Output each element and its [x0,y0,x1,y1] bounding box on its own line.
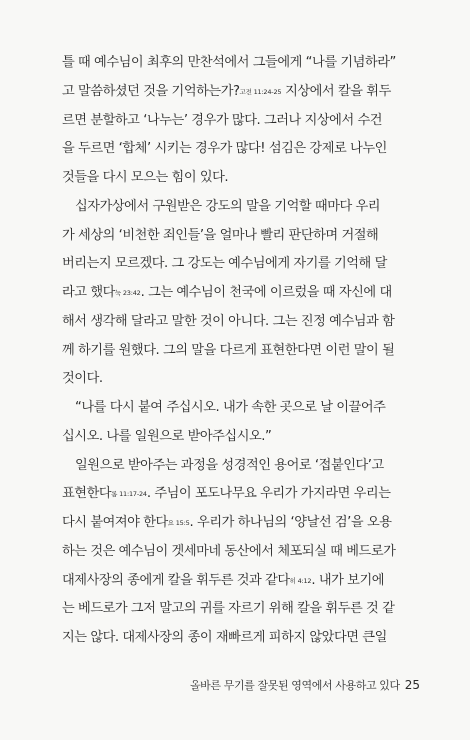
text-line: 십자가상에서 구원받은 강도의 말을 기억할 때마다 우리 [75,198,381,214]
text-line: 라고 했다눅 23:42. 그는 예수님이 천국에 이르렀을 때 자신에 대 [62,285,392,300]
text-line: “나를 다시 붙여 주십시오. 내가 속한 곳으로 날 이끌어주 [75,400,386,415]
page-body [62,49,420,653]
text-line: 께 하기를 원했다. 그의 말을 다르게 표현한다면 이런 말이 될 [62,342,395,358]
page-number: 25 [404,678,420,692]
text-line: 버리는지 모르겠다. 그 강도는 예수님에게 자기를 기억해 달 [62,256,387,272]
text-line: 지는 않다. 대제사장의 종이 재빠르게 피하지 않았다면 큰일 [62,630,387,645]
text-line: 해서 생각해 달라고 말한 것이 아니다. 그는 진정 예수님과 함 [62,313,395,329]
scripture-reference: 눅 23:42 [114,289,141,297]
text-line: 대제사장의 종에게 칼을 휘두른 것과 같다히 4:12. 내가 보기에 [62,572,385,588]
scripture-reference: 요 15:5 [167,519,190,527]
text-line: 틀 때 예수님이 최후의 만찬석에서 그들에게 “나를 기념하라” [62,55,396,70]
running-footer [190,677,420,693]
running-title: 올바른 무기를 잘못된 영역에서 사용하고 있다 [189,679,400,692]
paragraph [62,193,420,394]
text-line: 가 세상의 ‘비천한 죄인들’을 얼마나 빨리 판단하며 거절해 [62,227,379,243]
text-line: 는 베드로가 그저 말고의 귀를 자르기 위해 칼을 휘두른 것 같 [62,601,395,617]
scripture-reference: 고전 11:24-25 [239,87,282,96]
scripture-reference: 롬 11:17-24 [111,490,147,499]
paragraph [62,49,420,193]
text-line: 르면 분할하고 ‘나누는’ 경우가 많다. 그러나 지상에서 수건 [62,112,383,128]
text-line: 십시오. 나를 일원으로 받아주십시오.” [62,428,272,444]
text-line: 다시 붙여져야 한다요 15:5. 우리가 하나님의 ‘양날선 검’을 오용 [62,515,392,530]
text-line: 것이다. [62,371,103,387]
text-line: 일원으로 받아주는 과정을 성경적인 용어로 ‘접붙인다’고 [75,457,384,473]
text-line: 고 말씀하셨던 것을 기억하는가?고전 11:24-25 지상에서 칼을 휘두 [62,83,391,99]
text-line: 것들을 다시 모으는 힘이 있다. [62,170,229,185]
paragraph [62,452,420,653]
text-line: 하는 것은 예수님이 겟세마네 동산에서 체포되실 때 베드로가 [62,543,396,559]
text-line: 표현한다롬 11:17-24. 주님이 포도나무요 우리가 가지라면 우리는 [62,486,391,502]
paragraph-quote [62,394,420,452]
page-footer [0,677,470,697]
scripture-reference: 히 4:12 [289,576,312,585]
text-line: 을 두르면 ‘합체’ 시키는 경우가 많다! 섬김은 강제로 나누인 [62,141,387,157]
